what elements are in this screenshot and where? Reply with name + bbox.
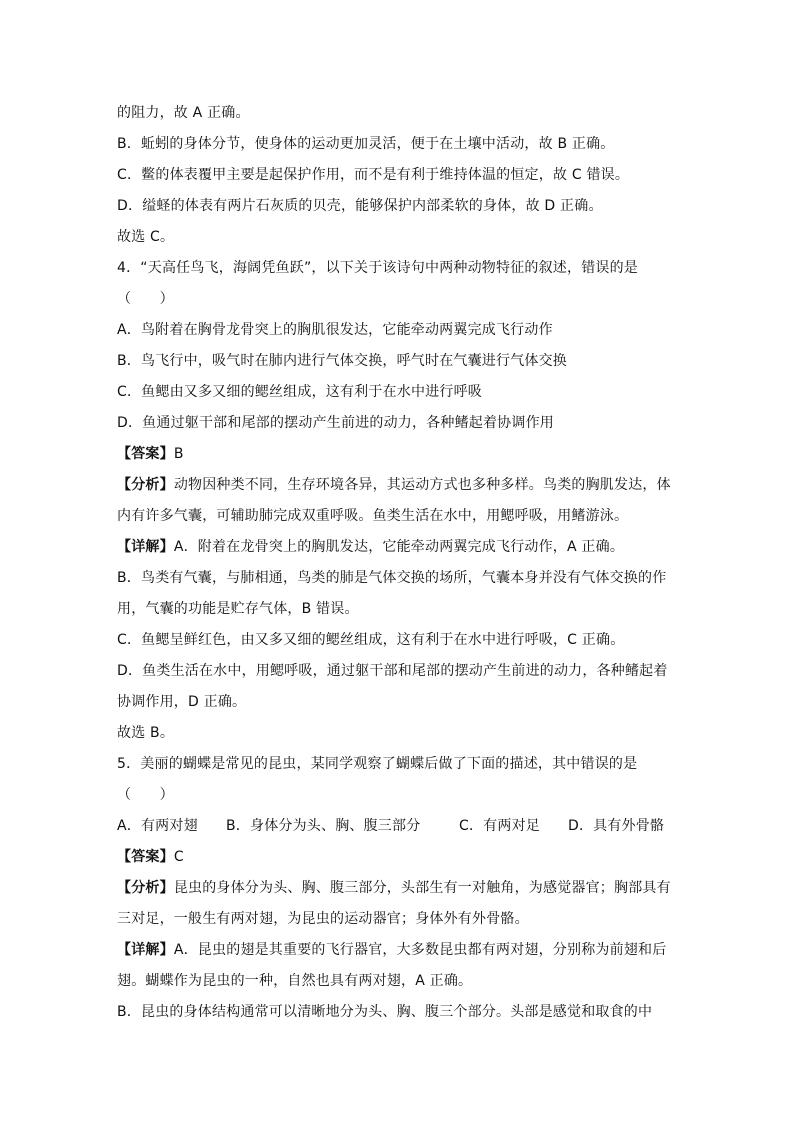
- option-b: B．身体分为头、胸、腹三部分: [226, 818, 421, 834]
- option-a: A．有两对翅: [117, 818, 198, 834]
- text-line: B．鸟类有气囊，与肺相通，鸟类的肺是气体交换的场所，气囊本身并没有气体交换的作: [117, 570, 667, 586]
- analysis-tag: 【分析】: [117, 477, 174, 493]
- question-5-options: [117, 816, 677, 836]
- text-line: 故选 C。: [117, 229, 175, 245]
- analysis-text: 昆虫的身体分为头、胸、腹三部分，头部生有一对触角，为感觉器官；胸部具有: [173, 880, 671, 896]
- question-5-answer: [117, 847, 677, 867]
- detail-text: A．附着在龙骨突上的胸肌发达，它能牵动两翼完成飞行动作，A 正确。: [173, 539, 625, 555]
- question-4-option-d: D．鱼通过躯干部和尾部的摆动产生前进的动力，各种鳍起着协调作用: [117, 415, 554, 431]
- question-5-analysis: [117, 878, 677, 898]
- question-4-option-b: B．鸟飞行中，吸气时在肺内进行气体交换，呼气时在气囊进行气体交换: [117, 353, 568, 369]
- detail-tag: 【详解】: [117, 539, 174, 555]
- text-line: 协调作用，D 正确。: [117, 694, 247, 710]
- question-4-option-c: C．鱼鳃由又多又细的鳃丝组成，这有利于在水中进行呼吸: [117, 384, 482, 400]
- answer-tag: 【答案】: [117, 849, 174, 865]
- option-d: D．具有外骨骼: [568, 818, 665, 834]
- text-line: 用，气囊的功能是贮存气体，B 错误。: [117, 601, 359, 617]
- detail-tag: 【详解】: [117, 942, 174, 958]
- text-line: C．鱼鳃呈鲜红色，由又多又细的鳃丝组成，这有利于在水中进行呼吸，C 正确。: [117, 632, 625, 648]
- text-line: D．鱼类生活在水中，用鳃呼吸，通过躯干部和尾部的摆动产生前进的动力，各种鳍起着: [117, 663, 668, 679]
- question-4-stem: 4．“天高任鸟飞，海阔凭鱼跃”，以下关于该诗句中两种动物特征的叙述，错误的是: [117, 260, 639, 276]
- question-5-paren: （ ）: [117, 787, 174, 803]
- text-line: 故选 B。: [117, 725, 175, 741]
- question-4-paren: （ ）: [117, 291, 174, 307]
- text-line: B．昆虫的身体结构通常可以清晰地分为头、胸、腹三个部分。头部是感觉和取食的中: [117, 1004, 653, 1020]
- analysis-text: 动物因种类不同，生存环境各异，其运动方式也多种多样。鸟类的胸肌发达，体: [173, 477, 671, 493]
- text-line: C．鳖的体表覆甲主要是起保护作用，而不是有利于维持体温的恒定，故 C 错误。: [117, 167, 630, 183]
- text-line: 内有许多气囊，可辅助肺完成双重呼吸。鱼类生活在水中，用鳃呼吸，用鳍游泳。: [117, 508, 629, 524]
- question-5-stem: 5．美丽的蝴蝶是常见的昆虫，某同学观察了蝴蝶后做了下面的描述，其中错误的是: [117, 756, 638, 772]
- answer-value: B: [173, 446, 184, 462]
- question-4-answer: [117, 444, 677, 464]
- question-4-option-a: A．鸟附着在胸骨龙骨突上的胸肌很发达，它能牵动两翼完成飞行动作: [117, 322, 553, 338]
- text-line: D．缢蛏的体表有两片石灰质的贝壳，能够保护内部柔软的身体，故 D 正确。: [117, 198, 603, 214]
- text-line: B．蚯蚓的身体分节，使身体的运动更加灵活，便于在土壤中活动，故 B 正确。: [117, 136, 615, 152]
- text-line: 翅。蝴蝶作为昆虫的一种，自然也具有两对翅，A 正确。: [117, 973, 473, 989]
- detail-text: A．昆虫的翅是其重要的飞行器官，大多数昆虫都有两对翅，分别称为前翅和后: [173, 942, 667, 958]
- text-line: 三对足，一般生有两对翅，为昆虫的运动器官；身体外有外骨骼。: [117, 911, 529, 927]
- question-5-detail: [117, 940, 677, 960]
- answer-value: C: [173, 849, 184, 865]
- answer-tag: 【答案】: [117, 446, 174, 462]
- text-line: 的阻力，故 A 正确。: [117, 105, 250, 121]
- option-c: C．有两对足: [459, 818, 540, 834]
- question-4-detail: [117, 537, 677, 557]
- question-4-analysis: [117, 475, 677, 495]
- analysis-tag: 【分析】: [117, 880, 174, 896]
